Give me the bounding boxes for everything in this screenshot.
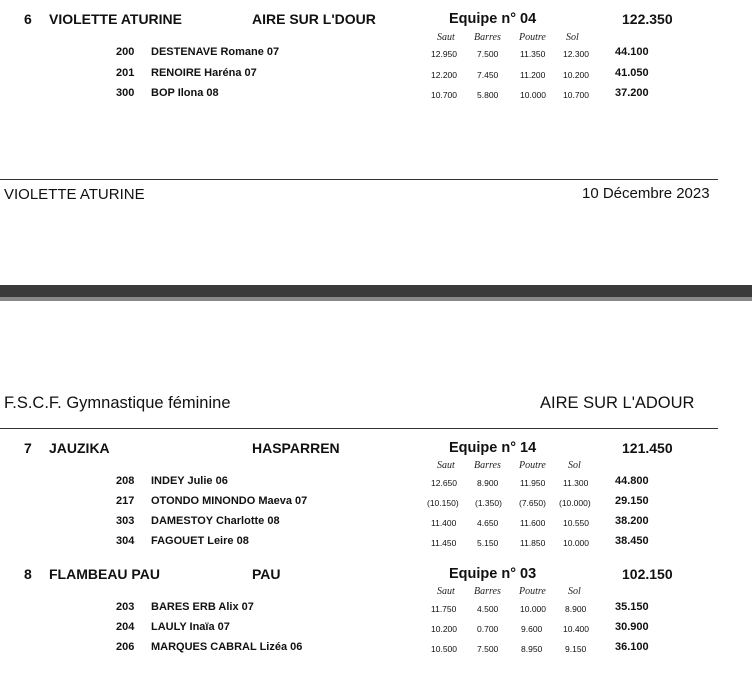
score-saut: 10.500	[431, 644, 457, 654]
score-barres: 0.700	[477, 624, 499, 634]
team-equipe: Equipe n° 04	[449, 11, 537, 27]
col-header-saut: Saut	[437, 586, 455, 597]
score-sol: 10.550	[563, 518, 589, 528]
gymnast-name: BARES ERB Alix 07	[151, 601, 254, 613]
col-header-sol: Sol	[566, 32, 579, 43]
score-barres: 4.500	[477, 604, 499, 614]
score-poutre: (7.650)	[519, 498, 546, 508]
gymnast-total: 38.450	[615, 535, 649, 547]
gymnast-name: BOP Ilona 08	[151, 87, 219, 99]
team-city: HASPARREN	[252, 440, 340, 456]
gymnast-number: 208	[116, 475, 135, 487]
score-sol: 9.150	[565, 644, 587, 654]
score-barres: 8.900	[477, 478, 499, 488]
score-poutre: 9.600	[521, 624, 543, 634]
team-total: 122.350	[622, 11, 673, 27]
gymnast-name: DESTENAVE Romane 07	[151, 46, 280, 58]
footer-rule	[0, 179, 718, 180]
gymnast-total: 30.900	[615, 621, 649, 633]
score-poutre: 11.200	[520, 70, 546, 80]
gymnast-name: LAULY Inaïa 07	[151, 621, 230, 633]
col-header-barres: Barres	[474, 586, 501, 597]
page-header-federation: F.S.C.F. Gymnastique féminine	[4, 394, 231, 412]
page-header-location: AIRE SUR L'ADOUR	[540, 394, 695, 412]
score-sol: 11.300	[563, 478, 589, 488]
gymnast-name: OTONDO MINONDO Maeva 07	[151, 495, 308, 507]
score-poutre: 11.850	[520, 538, 546, 548]
team-name: FLAMBEAU PAU	[49, 566, 160, 582]
score-sol: 10.700	[563, 90, 589, 100]
score-barres: 5.800	[477, 90, 499, 100]
gymnast-total: 44.100	[615, 46, 649, 58]
score-saut: 12.200	[431, 70, 457, 80]
footer-date: 10 Décembre 2023	[582, 185, 710, 202]
team-rank: 6	[24, 11, 32, 27]
col-header-barres: Barres	[474, 460, 501, 471]
col-header-barres: Barres	[474, 32, 501, 43]
score-poutre: 8.950	[521, 644, 543, 654]
score-barres: 7.500	[477, 49, 499, 59]
score-barres: 7.500	[477, 644, 499, 654]
score-saut: 10.200	[431, 624, 457, 634]
gymnast-total: 38.200	[615, 515, 649, 527]
col-header-saut: Saut	[437, 460, 455, 471]
col-header-sol: Sol	[568, 460, 581, 471]
score-saut: 12.950	[431, 49, 457, 59]
score-barres: 7.450	[477, 70, 499, 80]
gymnast-number: 206	[116, 641, 135, 653]
gymnast-total: 37.200	[615, 87, 649, 99]
gymnast-number: 303	[116, 515, 135, 527]
gymnast-name: INDEY Julie 06	[151, 475, 228, 487]
score-poutre: 11.600	[520, 518, 546, 528]
team-city: AIRE SUR L'DOUR	[252, 11, 376, 27]
score-sol: 10.400	[563, 624, 589, 634]
gymnast-number: 300	[116, 87, 135, 99]
gymnast-number: 203	[116, 601, 135, 613]
gymnast-name: RENOIRE Haréna 07	[151, 67, 257, 79]
col-header-saut: Saut	[437, 32, 455, 43]
score-barres: (1.350)	[475, 498, 502, 508]
score-sol: (10.000)	[559, 498, 591, 508]
gymnast-number: 304	[116, 535, 135, 547]
score-poutre: 10.000	[520, 90, 546, 100]
score-poutre: 10.000	[520, 604, 546, 614]
score-saut: (10.150)	[427, 498, 459, 508]
score-barres: 4.650	[477, 518, 499, 528]
score-saut: 11.750	[431, 604, 457, 614]
score-sol: 8.900	[565, 604, 587, 614]
score-poutre: 11.350	[520, 49, 546, 59]
score-saut: 10.700	[431, 90, 457, 100]
score-saut: 11.400	[431, 518, 457, 528]
col-header-poutre: Poutre	[519, 586, 546, 597]
gymnast-number: 217	[116, 495, 135, 507]
page-separator-shadow	[0, 297, 752, 301]
gymnast-total: 36.100	[615, 641, 649, 653]
col-header-poutre: Poutre	[519, 32, 546, 43]
team-equipe: Equipe n° 14	[449, 440, 537, 456]
gymnast-name: MARQUES CABRAL Lizéa 06	[151, 641, 303, 653]
team-city: PAU	[252, 566, 281, 582]
gymnast-number: 201	[116, 67, 135, 79]
gymnast-total: 44.800	[615, 475, 649, 487]
gymnast-total: 29.150	[615, 495, 649, 507]
gymnast-name: DAMESTOY Charlotte 08	[151, 515, 280, 527]
team-rank: 7	[24, 440, 32, 456]
score-saut: 11.450	[431, 538, 457, 548]
col-header-sol: Sol	[568, 586, 581, 597]
gymnast-number: 204	[116, 621, 135, 633]
score-poutre: 11.950	[520, 478, 546, 488]
gymnast-total: 35.150	[615, 601, 649, 613]
score-saut: 12.650	[431, 478, 457, 488]
score-sol: 10.200	[563, 70, 589, 80]
team-name: JAUZIKA	[49, 440, 110, 456]
score-sol: 10.000	[563, 538, 589, 548]
page-separator	[0, 285, 752, 297]
footer-club-name: VIOLETTE ATURINE	[4, 186, 145, 203]
gymnast-total: 41.050	[615, 67, 649, 79]
team-total: 121.450	[622, 440, 673, 456]
score-sol: 12.300	[563, 49, 589, 59]
col-header-poutre: Poutre	[519, 460, 546, 471]
team-rank: 8	[24, 566, 32, 582]
gymnast-number: 200	[116, 46, 135, 58]
header-rule	[0, 428, 718, 429]
team-total: 102.150	[622, 566, 673, 582]
gymnast-name: FAGOUET Leire 08	[151, 535, 249, 547]
team-name: VIOLETTE ATURINE	[49, 11, 182, 27]
score-barres: 5.150	[477, 538, 499, 548]
team-equipe: Equipe n° 03	[449, 566, 537, 582]
